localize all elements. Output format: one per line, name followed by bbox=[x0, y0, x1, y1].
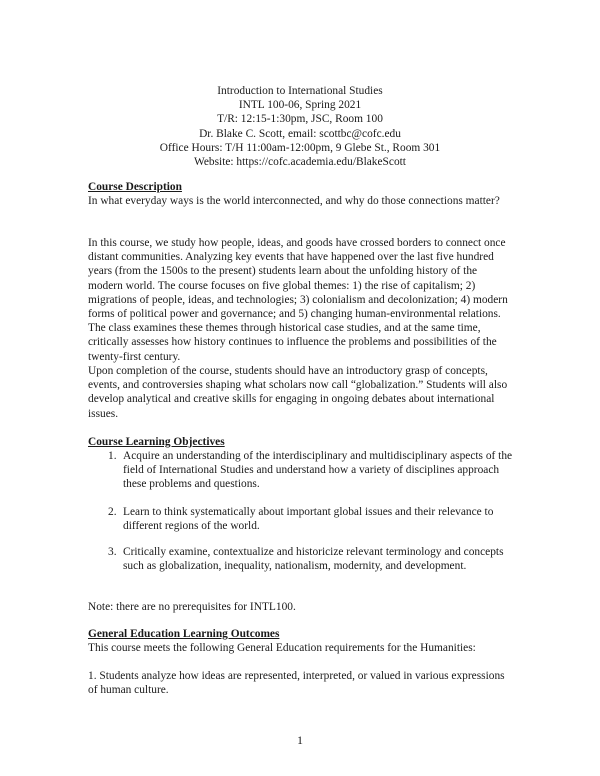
office-hours: Office Hours: T/H 11:00am-12:00pm, 9 Glebe St., Room 301 bbox=[159, 141, 441, 154]
outcome-1: 1. Students analyze how ideas are represented, interpreted, or valued in various expressions of human culture. bbox=[88, 670, 505, 697]
objective-item bbox=[88, 449, 513, 492]
objective-number: 2. bbox=[108, 506, 117, 518]
course-title: Introduction to International Studies bbox=[217, 85, 383, 97]
objective-text: Learn to think systematically about important global issues and their relevance to different regions of the world. bbox=[123, 506, 494, 533]
general-education-section bbox=[88, 627, 513, 655]
meeting-time: T/R: 12:15-1:30pm, JSC, Room 100 bbox=[217, 113, 383, 126]
course-header bbox=[88, 84, 512, 169]
objective-text: Critically examine, contextualize and historicize relevant terminology and concepts such as globalization, inequality, nationalism, modernity, and development. bbox=[123, 546, 504, 573]
learning-objectives-heading: Course Learning Objectives bbox=[88, 436, 225, 448]
general-education-intro: This course meets the following General Education requirements for the Humanities: bbox=[88, 642, 476, 655]
website: Website: https://cofc.academia.edu/BlakeScott bbox=[194, 156, 406, 169]
objective-text: Acquire an understanding of the interdisciplinary and multidisciplinary aspects of the field of International Studies and understand how a variety of disciplines approach these problems and questions. bbox=[123, 450, 513, 491]
learning-objectives-section bbox=[88, 435, 513, 449]
objective-item bbox=[88, 545, 513, 573]
objectives-list-3 bbox=[88, 545, 513, 573]
course-description-section bbox=[88, 180, 513, 208]
objective-item bbox=[88, 505, 513, 533]
description-body-1: In this course, we study how people, ideas, and goods have crossed borders to connect once distant communities. Analyzing key events that have happened over the last five hundred years (from the 1500s to the present) students learn about the unfolding history of the modern world. The course focuses on five global themes: 1) the rise of capitalism; 2) migrations of people, ideas, and technologies; 3) colonialism and decolonization; 4) modern forms of political power and governance; and 5) changing human-environmental relations. The class examines these themes through historical case studies, and at the same time, critically assesses how history continues to influence the problems and possibilities of the twenty-first century. bbox=[88, 237, 508, 363]
description-body-2: Upon completion of the course, students should have an introductory grasp of concepts, events, and controversies shaping what scholars now call “globalization.” Students will also develop analytical and creative skills for engaging in ongoing debates about international issues. bbox=[88, 365, 508, 420]
objectives-list-2 bbox=[88, 505, 513, 533]
description-paragraph-1 bbox=[88, 236, 513, 364]
description-paragraph-2 bbox=[88, 364, 513, 421]
description-intro: In what everyday ways is the world interconnected, and why do those connections matter? bbox=[88, 195, 500, 208]
course-code: INTL 100-06, Spring 2021 bbox=[238, 99, 362, 112]
prerequisites-note bbox=[88, 600, 513, 614]
objective-number: 3. bbox=[108, 546, 117, 558]
general-education-heading: General Education Learning Outcomes bbox=[88, 628, 280, 640]
general-education-outcome bbox=[88, 669, 513, 697]
course-description-heading: Course Description bbox=[88, 181, 182, 193]
instructor-info: Dr. Blake C. Scott, email: scottbc@cofc.edu bbox=[199, 127, 401, 140]
objective-number: 1. bbox=[108, 450, 117, 462]
page-number: 1 bbox=[297, 733, 303, 747]
prerequisites-text: Note: there are no prerequisites for INTL100. bbox=[88, 601, 296, 613]
objectives-list bbox=[88, 449, 513, 492]
